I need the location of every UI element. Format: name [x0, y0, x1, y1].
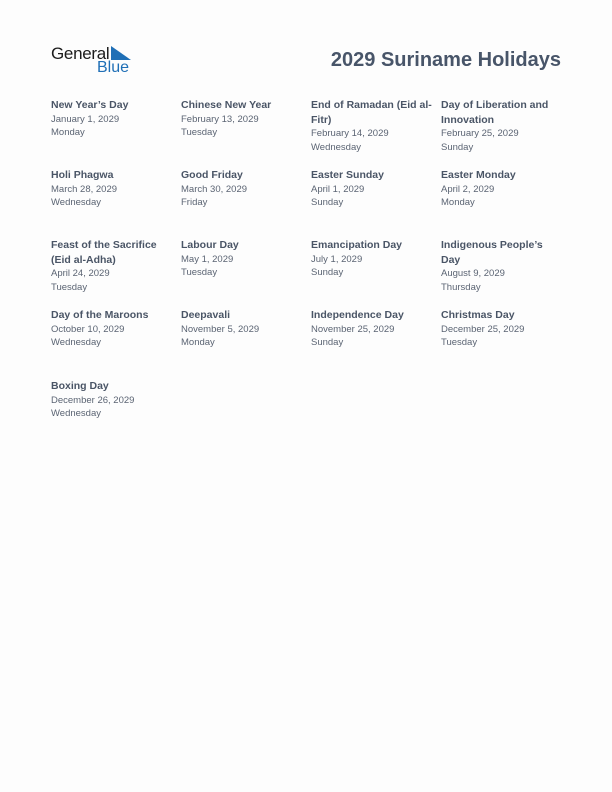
- holiday-date: February 13, 2029: [181, 113, 259, 125]
- holiday-entry: [311, 238, 433, 280]
- holiday-date: April 24, 2029: [51, 268, 110, 279]
- holiday-name: Good Friday: [181, 169, 243, 181]
- holiday-entry: [181, 168, 303, 210]
- holiday-entry: [311, 98, 433, 154]
- holiday-date: March 30, 2029: [181, 183, 248, 195]
- holiday-name: Labour Day: [181, 239, 239, 251]
- holiday-entry: [181, 308, 303, 350]
- holiday-weekday: Wednesday: [51, 408, 101, 419]
- holiday-weekday: Friday: [181, 197, 208, 208]
- holiday-weekday: Tuesday: [181, 267, 218, 278]
- holiday-date: February 25, 2029: [441, 128, 519, 139]
- holiday-weekday: Tuesday: [441, 337, 478, 348]
- holiday-date: April 2, 2029: [441, 183, 495, 195]
- holiday-weekday: Tuesday: [51, 281, 88, 293]
- holiday-date: January 1, 2029: [51, 113, 120, 125]
- holiday-name: Indigenous People’s Day: [441, 239, 543, 266]
- holiday-entry: [311, 308, 433, 350]
- holiday-name: Chinese New Year: [181, 99, 272, 111]
- holiday-date: November 25, 2029: [311, 323, 395, 335]
- holiday-name: Christmas Day: [441, 309, 515, 321]
- holiday-weekday: Monday: [441, 197, 475, 208]
- holiday-weekday: Wednesday: [51, 197, 101, 208]
- generalblue-logo: [51, 44, 141, 78]
- holiday-name: Deepavali: [181, 309, 231, 321]
- holiday-name: Holi Phagwa: [51, 169, 114, 181]
- holiday-entry: [181, 238, 303, 280]
- logo-text-blue: Blue: [97, 59, 130, 76]
- holiday-entry: [441, 308, 563, 350]
- holiday-entry: [441, 168, 563, 210]
- holiday-weekday: Tuesday: [181, 127, 218, 138]
- holiday-name: Easter Sunday: [311, 169, 384, 181]
- holiday-name: Easter Monday: [441, 169, 516, 181]
- holiday-date: August 9, 2029: [441, 268, 505, 279]
- holiday-entry: [311, 168, 433, 210]
- holiday-date: February 14, 2029: [311, 128, 389, 139]
- holiday-weekday: Wednesday: [311, 141, 361, 153]
- logo-text-general: General: [51, 44, 110, 63]
- holiday-entry: [51, 168, 173, 210]
- holiday-name: End of Ramadan (Eid al-Fitr): [311, 99, 432, 126]
- holiday-date: March 28, 2029: [51, 183, 118, 195]
- logo-triangle-icon: [111, 46, 131, 60]
- holiday-date: November 5, 2029: [181, 323, 260, 335]
- holiday-weekday: Sunday: [311, 197, 344, 208]
- holiday-entry: [181, 98, 303, 140]
- holiday-date: October 10, 2029: [51, 323, 125, 335]
- holiday-name: Independence Day: [311, 309, 404, 321]
- holiday-date: April 1, 2029: [311, 183, 365, 195]
- holiday-name: Boxing Day: [51, 380, 109, 392]
- holiday-date: December 26, 2029: [51, 394, 135, 406]
- holiday-date: July 1, 2029: [311, 253, 363, 265]
- holiday-name: Emancipation Day: [311, 239, 403, 251]
- holiday-entry: [441, 98, 563, 154]
- holiday-entry: [51, 238, 173, 294]
- holiday-weekday: Monday: [181, 337, 215, 348]
- holiday-weekday: Thursday: [441, 281, 481, 293]
- holiday-entry: [51, 379, 173, 421]
- holiday-weekday: Monday: [51, 127, 85, 138]
- page-title: 2029 Suriname Holidays: [330, 49, 561, 71]
- holiday-entry: [441, 238, 563, 294]
- holiday-name: Feast of the Sacrifice (Eid al-Adha): [51, 239, 157, 266]
- holiday-weekday: Sunday: [311, 337, 344, 348]
- holiday-weekday: Sunday: [441, 141, 474, 153]
- holiday-weekday: Wednesday: [51, 337, 101, 348]
- holiday-name: New Year’s Day: [51, 99, 129, 111]
- holiday-weekday: Sunday: [311, 267, 344, 278]
- holiday-entry: [51, 308, 173, 350]
- holiday-date: May 1, 2029: [181, 253, 234, 265]
- holiday-name: Day of the Maroons: [51, 309, 149, 321]
- holiday-name: Day of Liberation and Innovation: [441, 99, 549, 126]
- holiday-date: December 25, 2029: [441, 323, 525, 335]
- holiday-entry: [51, 98, 173, 140]
